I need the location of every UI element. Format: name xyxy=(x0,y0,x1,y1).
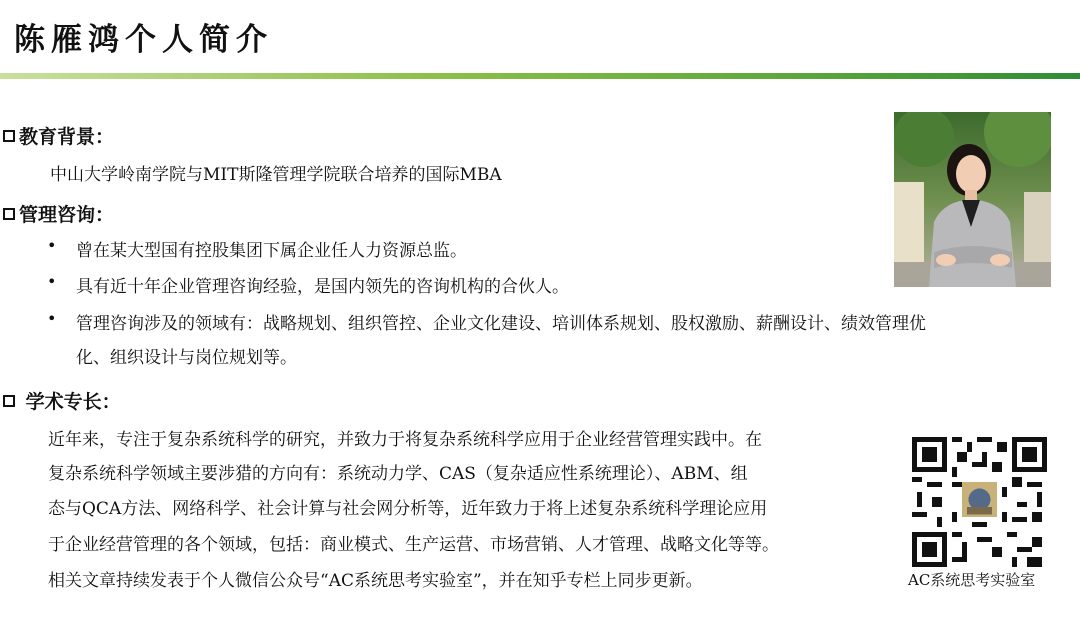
consulting-bullet-1: 曾在某大型国有控股集团下属企业任人力资源总监。 xyxy=(76,241,467,261)
education-heading-text: 教育背景： xyxy=(19,126,115,148)
bullet-dot-icon: • xyxy=(47,272,57,291)
consulting-bullet-3: 管理咨询涉及的领域有：战略规划、组织管控、企业文化建设、培训体系规划、股权激励、薪酬设计、绩效管理优 xyxy=(76,314,926,334)
consulting-heading xyxy=(3,200,114,227)
academic-line-5: 相关文章持续发表于个人微信公众号“AC系统思考实验室”，并在知乎专栏上同步更新。 xyxy=(48,571,703,591)
qr-code xyxy=(912,437,1047,567)
academic-heading xyxy=(3,387,121,414)
education-text: 中山大学岭南学院与MIT斯隆管理学院联合培养的国际MBA xyxy=(50,165,502,185)
profile-photo xyxy=(894,112,1051,287)
academic-line-3: 态与QCA方法、网络科学、社会计算与社会网分析等，近年致力于将上述复杂系统科学理论应用 xyxy=(48,499,768,519)
square-bullet-icon xyxy=(3,208,15,220)
square-bullet-icon xyxy=(3,130,15,142)
academic-line-2: 复杂系统科学领域主要涉猎的方向有：系统动力学、CAS（复杂适应性系统理论）、ABM、组 xyxy=(48,464,748,484)
consulting-bullet-2: 具有近十年企业管理咨询经验，是国内领先的咨询机构的合伙人。 xyxy=(76,277,569,297)
academic-line-1: 近年来，专注于复杂系统科学的研究，并致力于将复杂系统科学应用于企业经营管理实践中。在 xyxy=(48,430,762,450)
consulting-heading-text: 管理咨询： xyxy=(19,204,115,226)
academic-heading-text: 学术专长： xyxy=(19,391,121,413)
education-heading xyxy=(3,122,114,149)
academic-line-4: 于企业经营管理的各个领域，包括：商业模式、生产运营、市场营销、人才管理、战略文化等等。 xyxy=(48,535,779,555)
square-bullet-icon xyxy=(3,395,15,407)
page-title: 陈雁鸿个人简介 xyxy=(14,22,273,58)
bullet-dot-icon: • xyxy=(47,309,57,328)
qr-caption: AC系统思考实验室 xyxy=(908,571,1036,589)
bullet-dot-icon: • xyxy=(47,236,57,255)
consulting-bullet-3-continued: 化、组织设计与岗位规划等。 xyxy=(76,348,297,368)
title-divider-bar xyxy=(0,73,1080,79)
